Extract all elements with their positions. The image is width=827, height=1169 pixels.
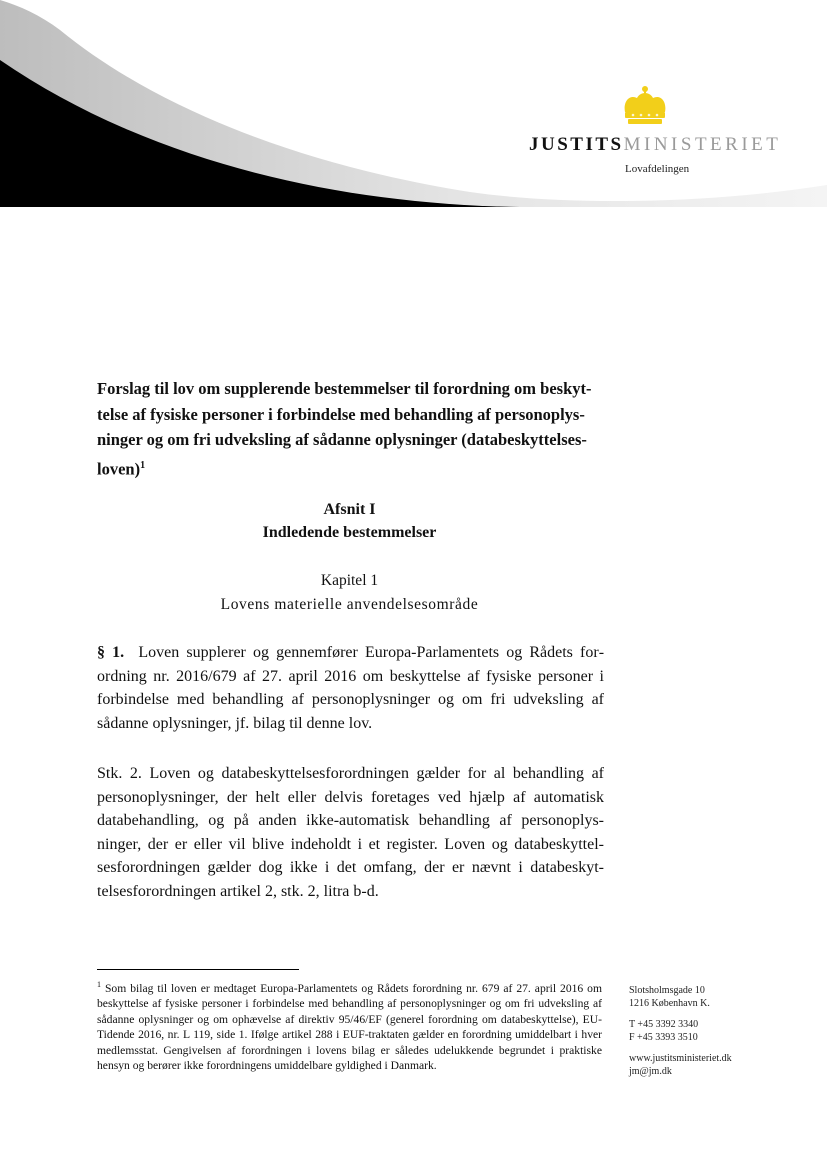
part-heading	[97, 498, 602, 544]
ministry-logo	[529, 134, 781, 156]
footnote-number: 1	[97, 980, 101, 989]
footnote-divider	[97, 969, 299, 970]
crown-icon	[619, 84, 671, 130]
paragraph-1-text: Loven supplerer og gennemfører Europa-Parlamentets og Rådets forordning nr. 2016/679 af 27. april 2016 om beskyttelse af fysiske personer i forbindelse med behandling af personoplysninger og om fri udveksling af sådanne oplysninger, jf. bilag til denne lov.	[97, 644, 605, 732]
fax-number: F +45 3393 3510	[629, 1031, 698, 1043]
footnote	[97, 977, 602, 1074]
letterhead	[0, 0, 827, 207]
contact-block	[629, 985, 732, 1078]
address-city: 1216 København K.	[629, 997, 710, 1009]
paragraph-1-label: § 1.	[97, 644, 125, 661]
website-link[interactable]: www.justitsministeriet.dk	[629, 1053, 732, 1064]
address-street: Slotsholmsgade 10	[629, 985, 705, 996]
part-title: Indledende bestemmelser	[262, 524, 437, 541]
department-name: Lovafdelingen	[625, 163, 690, 175]
part-number: Afsnit I	[323, 501, 376, 518]
title-text: Forslag til lov om supplerende bestemmelser til forordning om beskyttelse af fysiske personer i forbindelse med behandling af personoplysninger og om fri udveksling af sådanne oplysninger (databeskyttelsesloven)	[97, 379, 592, 478]
paragraph-2-text: Stk. 2. Loven og databeskyttelsesforordningen gælder for al behandling af personoplysninger, der helt eller delvis foretages ved hjælp af automatisk databehandling, og på anden ikke-automatisk behandling af personoplysninger, der er eller vil blive indeholdt i et register. Loven og databeskyttelsesforordningen gælder dog ikke i det omfang, der er nævnt i databeskyttelsesforordningen artikel 2, stk. 2, litra b-d.	[97, 765, 604, 900]
chapter-title: Lovens materielle anvendelsesområde	[220, 596, 479, 613]
title-footnote-ref[interactable]: 1	[140, 459, 146, 471]
chapter-number: Kapitel 1	[320, 572, 379, 589]
paragraph-2	[97, 762, 604, 903]
chapter-heading	[97, 569, 602, 617]
logo-bold: JUSTITS	[529, 134, 624, 155]
paragraph-1	[97, 641, 604, 735]
letterhead-swoosh	[0, 0, 827, 207]
document-title	[97, 376, 607, 482]
footnote-text: Som bilag til loven er medtaget Europa-Parlamentets og Rådets forordning nr. 679 af 27. april 2016 om beskyttelse af fysiske personer i forbindelse med behandling af personoplysninger og om fri udveksling af sådanne oplysninger og om ophævelse af direktiv 95/46/EF (generel forordning om databeskyttelse), EU-Tidende 2016, nr. L 119, side 1. Ifølge artikel 288 i EUF-traktaten gælder en forordning umiddelbart i hver medlemsstat. Gengivelsen af forordningen i lovens bilag er således udelukkende begrundet i praktiske hensyn og berører ikke forordningens umiddelbare gyldighed i Danmark.	[97, 981, 602, 1073]
email-link[interactable]: jm@jm.dk	[629, 1065, 672, 1077]
phone-number: T +45 3392 3340	[629, 1019, 699, 1030]
logo-light: MINISTERIET	[623, 134, 782, 155]
